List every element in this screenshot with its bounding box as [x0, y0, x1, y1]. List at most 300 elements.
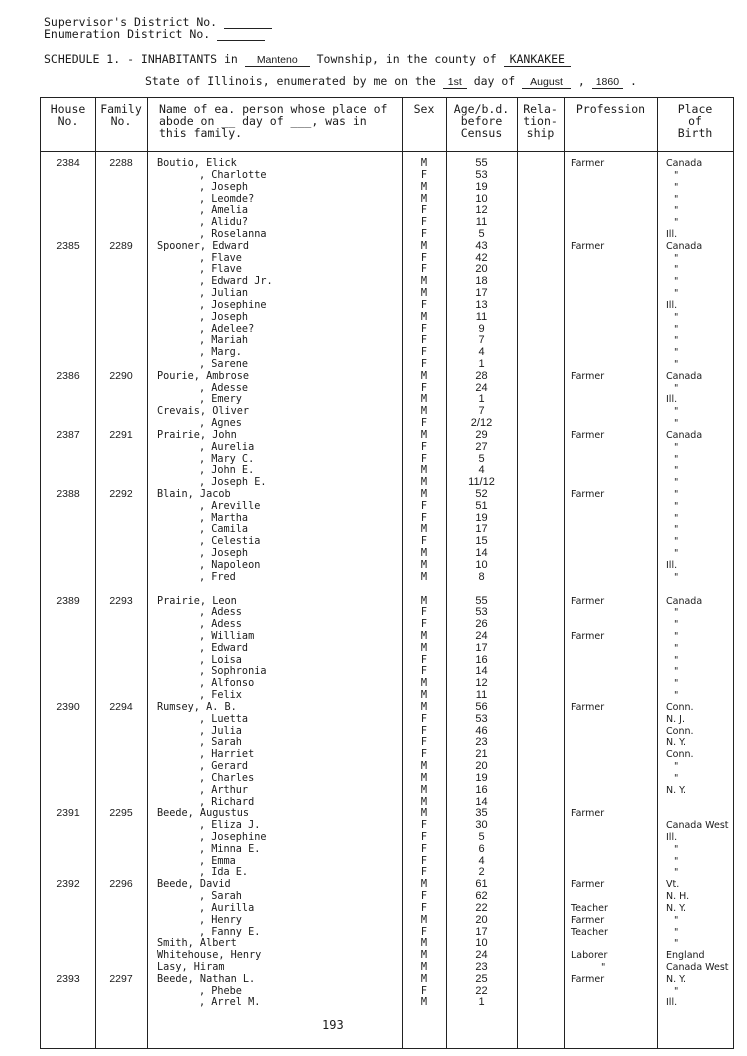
month-value: August — [522, 76, 571, 89]
cell-age: 9 — [478, 322, 485, 335]
cell-name: , Celestia — [199, 536, 261, 548]
cell-age: 26 — [475, 618, 488, 631]
cell-sex: M — [420, 678, 428, 690]
township-value: Manteno — [245, 54, 310, 67]
cell-sex: M — [420, 311, 428, 323]
cell-age: 10 — [475, 192, 488, 205]
cell-name: , Fred — [199, 571, 236, 583]
cell-sex: F — [420, 512, 428, 524]
cell-sex: M — [420, 288, 428, 299]
cell-sex: F — [420, 500, 428, 512]
cell-birth: " — [674, 323, 679, 335]
cell-age: 12 — [475, 677, 488, 690]
cell-birth: " — [674, 181, 679, 193]
cell-age: 35 — [475, 807, 488, 820]
cell-birth: " — [674, 169, 679, 181]
cell-family: 2291 — [109, 428, 133, 441]
cell-birth: " — [674, 571, 679, 583]
column-header-profession: Profession — [575, 102, 646, 116]
cell-age: 17 — [475, 641, 488, 654]
cell-age: 2/12 — [470, 417, 493, 429]
cell-birth: Vt. — [666, 879, 680, 891]
cell-name: , Amelia — [199, 205, 249, 217]
cell-name: , Felix — [199, 690, 242, 702]
cell-age: 53 — [475, 606, 488, 619]
cell-age: 29 — [475, 428, 488, 441]
cell-sex: F — [420, 619, 428, 631]
county-value: KANKAKEE — [504, 52, 571, 67]
cell-birth: " — [674, 619, 679, 631]
cell-prof: Farmer — [571, 631, 605, 642]
cell-age: 23 — [475, 736, 488, 749]
column-divider — [564, 98, 565, 1048]
cell-sex: M — [420, 193, 428, 205]
cell-sex: F — [420, 725, 428, 737]
cell-name: Blain, Jacob — [157, 489, 231, 500]
cell-sex: F — [420, 205, 428, 217]
cell-name: Spooner, Edward — [157, 240, 250, 252]
cell-age: 10 — [475, 558, 488, 571]
cell-age: 46 — [475, 724, 488, 737]
cell-name: Beede, Augustus — [157, 808, 250, 820]
cell-age: 22 — [475, 901, 488, 914]
cell-name: , Julia — [199, 725, 242, 737]
cell-birth: Ill. — [666, 228, 678, 240]
cell-birth: " — [674, 772, 679, 784]
cell-sex: F — [420, 358, 428, 370]
cell-sex: F — [420, 654, 428, 666]
column-header-birth: Place of Birth — [677, 102, 713, 140]
cell-house: 2391 — [56, 807, 80, 820]
cell-birth: " — [674, 642, 679, 654]
column-divider — [517, 98, 518, 1048]
cell-name: Pourie, Ambrose — [157, 370, 250, 382]
cell-name: , Flave — [199, 252, 242, 264]
state-prefix: State of Illinois, enumerated by me on the — [145, 74, 436, 88]
cell-sex: M — [420, 997, 428, 1009]
cell-sex: M — [420, 938, 428, 950]
cell-name: , Eliza J. — [199, 820, 261, 832]
cell-sex: M — [420, 914, 428, 926]
cell-name: , Richard — [199, 796, 255, 808]
cell-sex: M — [420, 465, 428, 477]
cell-name: , Minna E. — [199, 843, 261, 855]
cell-prof: Farmer — [571, 973, 605, 985]
column-header-house: House No. — [50, 102, 86, 128]
cell-age: 24 — [475, 381, 488, 394]
cell-sex: F — [420, 335, 428, 347]
cell-age: 11/12 — [468, 476, 495, 489]
cell-name: , Joseph — [199, 548, 249, 560]
cell-birth: " — [674, 985, 679, 997]
cell-birth: Canada West — [666, 820, 729, 832]
cell-name: , Fanny E. — [199, 926, 261, 938]
cell-sex: F — [420, 441, 428, 453]
cell-house: 2385 — [56, 239, 80, 252]
cell-name: , Emery — [199, 394, 242, 406]
cell-sex: F — [420, 820, 428, 832]
cell-birth: " — [674, 193, 679, 205]
cell-birth: Ill. — [666, 394, 678, 406]
day-suffix: day of — [473, 74, 516, 88]
cell-name: , Martha — [199, 512, 249, 524]
cell-name: , Sarah — [199, 891, 242, 902]
cell-birth: " — [674, 926, 679, 938]
cell-name: , Arrel M. — [199, 997, 261, 1009]
cell-sex: F — [420, 453, 428, 465]
cell-age: 8 — [478, 570, 485, 583]
column-header-sex: Sex — [413, 102, 435, 116]
column-header-age: Age/b.d. before Census — [453, 102, 510, 140]
cell-name: , Charlotte — [199, 169, 267, 181]
cell-prof: Farmer — [571, 808, 605, 820]
cell-prof: Teacher — [571, 902, 608, 914]
cell-name: , Luetta — [199, 713, 249, 725]
cell-sex: F — [420, 264, 428, 276]
cell-house: 2392 — [56, 878, 80, 891]
cell-birth: England — [666, 950, 705, 962]
cell-sex: M — [420, 158, 428, 169]
cell-name: , Julian — [199, 288, 249, 299]
cell-name: , Sarene — [199, 358, 249, 370]
cell-sex: F — [420, 843, 428, 855]
cell-sex: M — [420, 489, 428, 500]
cell-age: 18 — [475, 275, 488, 288]
cell-birth: " — [674, 867, 679, 879]
cell-family: 2292 — [109, 488, 133, 500]
cell-age: 7 — [478, 405, 485, 418]
cell-age: 19 — [475, 180, 488, 193]
column-header-family: Family No. — [100, 102, 142, 128]
cell-birth: Canada — [666, 429, 703, 441]
cell-family: 2293 — [109, 594, 133, 607]
cell-age: 11 — [475, 689, 488, 702]
census-table — [40, 97, 734, 1049]
cell-age: 21 — [475, 748, 488, 761]
cell-birth: Conn. — [666, 701, 694, 713]
cell-age: 55 — [475, 157, 488, 169]
cell-name: Boutio, Elick — [157, 158, 237, 169]
cell-name: , Emma — [199, 855, 236, 867]
cell-age: 20 — [475, 263, 488, 276]
cell-name: , Areville — [199, 500, 261, 512]
cell-name: , Gerard — [199, 761, 249, 772]
cell-sex: F — [420, 985, 428, 997]
cell-sex: M — [420, 973, 428, 985]
cell-sex: M — [420, 559, 428, 571]
cell-age: 5 — [478, 830, 485, 843]
cell-sex: F — [420, 418, 428, 429]
cell-prof: Farmer — [571, 158, 605, 169]
cell-birth: Canada — [666, 240, 703, 252]
cell-name: , Mary C. — [199, 453, 255, 465]
column-divider — [147, 98, 148, 1048]
cell-family: 2288 — [109, 157, 133, 169]
cell-age: 20 — [475, 913, 488, 926]
cell-birth: N. Y. — [666, 737, 687, 749]
cell-birth: " — [674, 512, 679, 524]
cell-birth: Ill. — [666, 559, 678, 571]
cell-birth: " — [674, 453, 679, 465]
state-line: State of Illinois, enumerated by me on the 1st day of August , 1860 . — [145, 74, 637, 88]
column-divider — [657, 98, 658, 1048]
cell-name: , Edward — [199, 642, 249, 654]
cell-name: , Joseph — [199, 311, 249, 323]
cell-prof: Farmer — [571, 429, 605, 441]
cell-age: 11 — [475, 216, 488, 229]
cell-sex: M — [420, 796, 428, 808]
cell-birth: " — [674, 678, 679, 690]
cell-sex: M — [420, 477, 428, 489]
cell-sex: F — [420, 713, 428, 725]
cell-name: , Camila — [199, 524, 249, 536]
cell-family: 2290 — [109, 369, 133, 382]
cell-birth: Conn. — [666, 725, 694, 737]
cell-age: 53 — [475, 168, 488, 181]
cell-prof: Farmer — [571, 370, 605, 382]
cell-age: 22 — [475, 984, 488, 997]
cell-sex: M — [420, 571, 428, 583]
cell-age: 13 — [475, 298, 488, 311]
cell-birth: " — [674, 500, 679, 512]
cell-birth: " — [674, 938, 679, 950]
cell-birth: " — [674, 217, 679, 229]
cell-prof: Farmer — [571, 879, 605, 891]
cell-birth: " — [674, 441, 679, 453]
cell-name: , Loisa — [199, 654, 242, 666]
cell-age: 7 — [478, 334, 485, 347]
cell-sex: M — [420, 548, 428, 560]
cell-sex: M — [420, 276, 428, 288]
cell-house: 2390 — [56, 700, 80, 713]
header-divider — [41, 151, 733, 152]
cell-age: 17 — [475, 925, 488, 938]
cell-family: 2289 — [109, 239, 133, 252]
cell-sex: F — [420, 323, 428, 335]
cell-name: , Joseph — [199, 181, 249, 193]
cell-birth: " — [674, 335, 679, 347]
cell-name: , Edward Jr. — [199, 276, 273, 288]
cell-prof: Farmer — [571, 914, 605, 926]
cell-prof: Laborer — [571, 950, 608, 962]
cell-age: 4 — [478, 854, 485, 867]
cell-prof: " — [601, 961, 606, 973]
page-number: 193 — [322, 1018, 344, 1032]
cell-name: , Adess — [199, 607, 242, 619]
enumeration-district-blank — [217, 29, 265, 41]
cell-house: 2384 — [56, 157, 80, 169]
cell-name: , Aurelia — [199, 441, 255, 453]
cell-birth: " — [674, 382, 679, 394]
cell-birth: Canada — [666, 370, 703, 382]
cell-age: 56 — [475, 700, 488, 713]
cell-name: , Aurilla — [199, 902, 255, 914]
cell-name: Prairie, John — [157, 429, 237, 441]
cell-birth: " — [674, 843, 679, 855]
cell-age: 14 — [475, 547, 488, 560]
cell-sex: F — [420, 926, 428, 938]
cell-birth: " — [674, 536, 679, 548]
cell-age: 6 — [478, 842, 485, 855]
cell-birth: " — [674, 288, 679, 299]
cell-sex: M — [420, 950, 428, 962]
column-header-name: Name of ea. person whose place of abode on __ day of ___, was in this family. — [159, 102, 388, 140]
cell-sex: F — [420, 891, 428, 902]
cell-sex: M — [420, 595, 428, 607]
cell-name: Beede, Nathan L. — [157, 973, 256, 985]
cell-birth: " — [674, 252, 679, 264]
cell-sex: F — [420, 666, 428, 678]
cell-age: 55 — [475, 594, 488, 607]
cell-sex: F — [420, 855, 428, 867]
cell-birth: N. J. — [666, 713, 685, 725]
cell-sex: M — [420, 240, 428, 252]
cell-name: , Phebe — [199, 985, 242, 997]
cell-sex: F — [420, 299, 428, 311]
cell-age: 5 — [478, 452, 485, 465]
cell-birth: " — [674, 205, 679, 217]
cell-age: 53 — [475, 712, 488, 725]
cell-sex: F — [420, 347, 428, 359]
cell-name: , Harriet — [199, 749, 255, 761]
cell-birth: " — [674, 524, 679, 536]
column-header-relationship: Rela- tion- ship — [523, 102, 558, 140]
cell-name: , Sophronia — [199, 666, 267, 678]
cell-birth: " — [674, 690, 679, 702]
cell-age: 1 — [478, 996, 485, 1009]
cell-age: 10 — [475, 937, 488, 950]
cell-age: 24 — [475, 630, 488, 642]
cell-name: , Alidu? — [199, 217, 249, 229]
cell-birth: " — [674, 607, 679, 619]
year-value: 1860 — [592, 76, 623, 89]
cell-age: 19 — [475, 771, 488, 784]
cell-birth: N. H. — [666, 891, 690, 902]
cell-birth: " — [674, 347, 679, 359]
cell-sex: M — [420, 961, 428, 973]
cell-sex: M — [420, 808, 428, 820]
cell-age: 28 — [475, 369, 488, 382]
cell-age: 14 — [475, 795, 488, 808]
cell-age: 23 — [475, 960, 488, 973]
cell-house: 2389 — [56, 594, 80, 607]
cell-birth: N. Y. — [666, 902, 687, 914]
cell-birth: " — [674, 465, 679, 477]
cell-birth: " — [674, 548, 679, 560]
cell-sex: M — [420, 784, 428, 796]
cell-family: 2294 — [109, 700, 133, 713]
cell-sex: M — [420, 429, 428, 441]
cell-age: 43 — [475, 239, 488, 252]
cell-prof: Teacher — [571, 926, 608, 938]
cell-name: Lasy, Hiram — [157, 961, 225, 973]
cell-birth: " — [674, 654, 679, 666]
cell-age: 16 — [475, 653, 488, 666]
cell-name: , John E. — [199, 465, 255, 477]
cell-birth: Canada West — [666, 961, 729, 973]
cell-name: , Arthur — [199, 784, 249, 796]
cell-name: , William — [199, 631, 255, 642]
cell-family: 2295 — [109, 807, 133, 820]
cell-name: Whitehouse, Henry — [157, 950, 262, 962]
cell-birth: " — [674, 855, 679, 867]
cell-name: , Josephine — [199, 831, 267, 843]
cell-age: 62 — [475, 890, 488, 902]
cell-name: , Adesse — [199, 382, 249, 394]
cell-birth: " — [674, 264, 679, 276]
cell-sex: M — [420, 370, 428, 382]
cell-birth: " — [674, 406, 679, 418]
cell-name: , Leomde? — [199, 193, 255, 205]
cell-age: 25 — [475, 972, 488, 985]
supervisor-district-label: Supervisor's District No. — [44, 15, 218, 29]
cell-sex: M — [420, 690, 428, 702]
cell-birth: " — [674, 477, 679, 489]
cell-birth: " — [674, 666, 679, 678]
cell-birth: " — [674, 276, 679, 288]
cell-name: , Henry — [199, 914, 242, 926]
cell-name: , Marg. — [199, 347, 242, 359]
cell-age: 12 — [475, 204, 488, 217]
cell-age: 14 — [475, 665, 488, 678]
cell-name: Smith, Albert — [157, 938, 237, 950]
cell-family: 2296 — [109, 878, 133, 891]
cell-name: Beede, David — [157, 879, 231, 891]
cell-name: Prairie, Leon — [157, 595, 237, 607]
cell-birth: " — [674, 311, 679, 323]
schedule-prefix: SCHEDULE 1. - INHABITANTS in — [44, 52, 238, 66]
cell-age: 1 — [478, 393, 485, 406]
cell-age: 4 — [478, 346, 485, 359]
cell-sex: M — [420, 879, 428, 891]
cell-birth: Canada — [666, 158, 703, 169]
cell-age: 51 — [475, 499, 488, 512]
cell-sex: M — [420, 642, 428, 654]
cell-sex: F — [420, 228, 428, 240]
cell-prof: Farmer — [571, 489, 605, 500]
cell-age: 42 — [475, 251, 488, 264]
cell-name: , Charles — [199, 772, 255, 784]
cell-name: , Adelee? — [199, 323, 255, 335]
cell-sex: M — [420, 701, 428, 713]
cell-age: 24 — [475, 949, 488, 962]
cell-sex: F — [420, 831, 428, 843]
cell-sex: F — [420, 902, 428, 914]
cell-prof: Farmer — [571, 701, 605, 713]
cell-age: 30 — [475, 819, 488, 832]
cell-age: 19 — [475, 511, 488, 524]
day-value: 1st — [443, 76, 467, 89]
enumeration-district-line — [44, 27, 265, 41]
township-suffix: Township, in the county of — [316, 52, 497, 66]
cell-name: , Mariah — [199, 335, 249, 347]
cell-sex: F — [420, 169, 428, 181]
cell-sex: F — [420, 382, 428, 394]
enumeration-district-label: Enumeration District No. — [44, 27, 211, 41]
cell-name: , Joseph E. — [199, 477, 267, 489]
cell-age: 27 — [475, 440, 488, 453]
cell-age: 20 — [475, 760, 488, 772]
cell-sex: M — [420, 631, 428, 642]
cell-age: 11 — [475, 310, 488, 323]
cell-age: 4 — [478, 464, 485, 477]
cell-birth: Ill. — [666, 831, 678, 843]
cell-sex: F — [420, 607, 428, 619]
cell-name: , Agnes — [199, 418, 242, 429]
cell-prof: Farmer — [571, 595, 605, 607]
cell-sex: M — [420, 772, 428, 784]
cell-birth: " — [674, 489, 679, 500]
